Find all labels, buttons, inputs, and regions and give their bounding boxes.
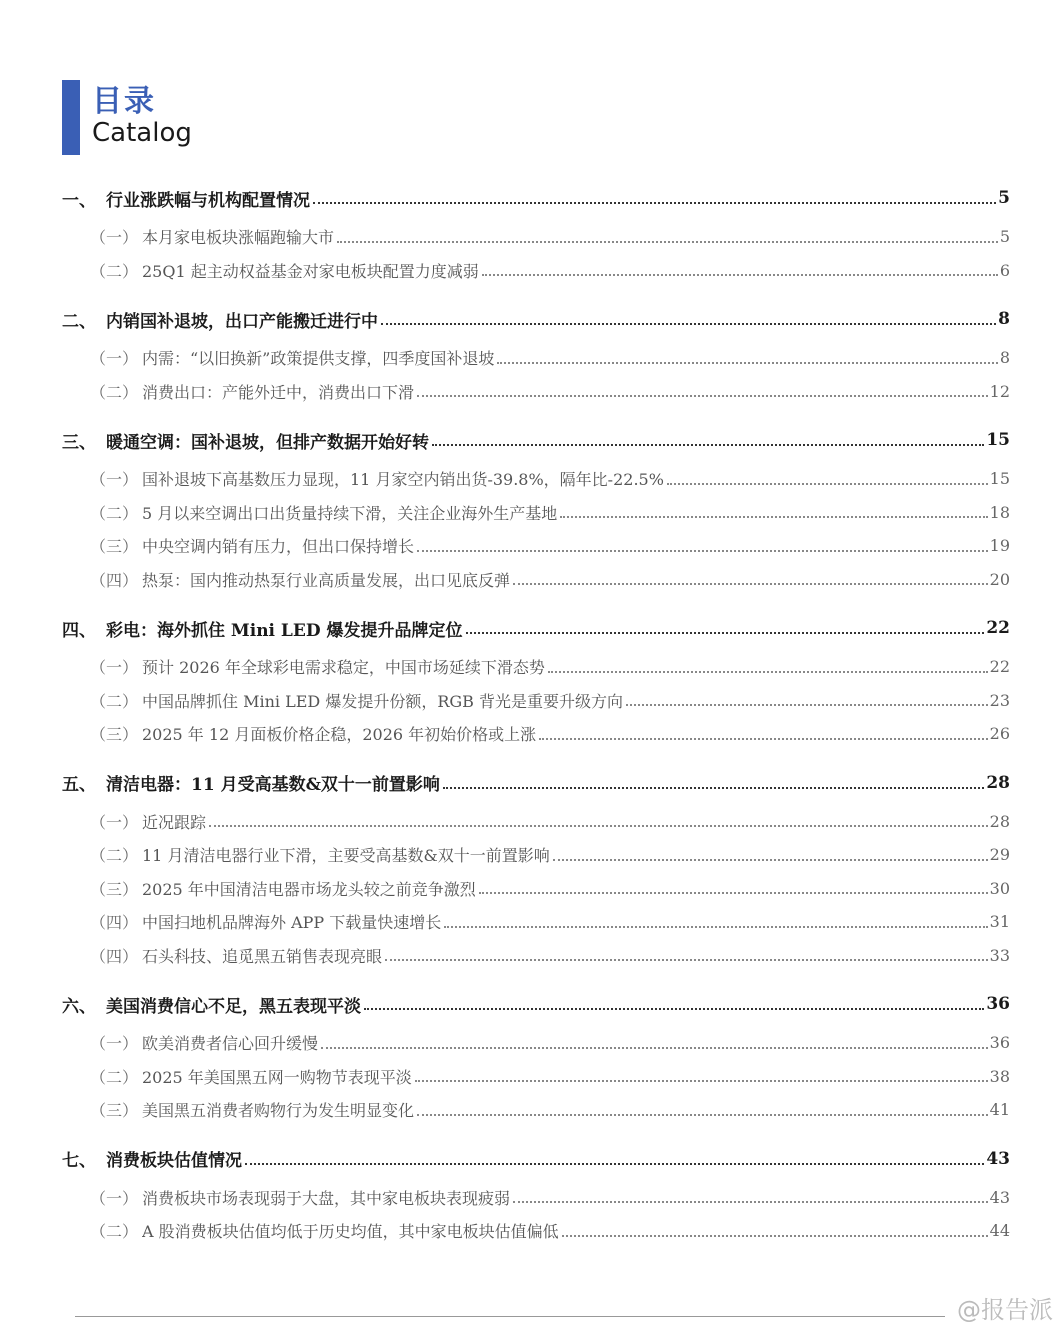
- toc-dot-leader: [667, 483, 988, 485]
- toc-dot-leader: [443, 787, 984, 789]
- toc-dot-leader: [513, 1201, 988, 1203]
- toc-entry-title: A 股消费板块估值均低于历史均值，其中家电板块估值偏低: [142, 1222, 559, 1242]
- table-of-contents: [62, 176, 1010, 1248]
- toc-entry-number: （三）: [90, 1101, 139, 1121]
- section-gap: [62, 287, 1010, 297]
- toc-entry-title: 石头科技、追觅黑五销售表现亮眼: [142, 946, 383, 966]
- toc-subsection-entry[interactable]: [62, 1026, 1010, 1060]
- toc-dot-leader: [417, 395, 988, 397]
- toc-entry-number: 四、: [62, 620, 96, 641]
- toc-entry-title: 近况跟踪: [142, 812, 207, 832]
- toc-entry-number: （三）: [90, 879, 139, 899]
- toc-dot-leader: [313, 202, 996, 204]
- toc-entry-number: 五、: [62, 775, 96, 795]
- toc-section-entry[interactable]: [62, 982, 1010, 1026]
- toc-section-entry[interactable]: [62, 418, 1010, 462]
- toc-entry-number: （二）: [90, 846, 139, 866]
- toc-entry-page: 8: [998, 309, 1010, 329]
- toc-entry-title: 消费板块估值情况: [106, 1151, 242, 1171]
- toc-entry-title: 国补退坡下高基数压力显现，11 月家空内销出货-39.8%，隔年比-22.5%: [142, 470, 664, 490]
- toc-entry-page: 12: [989, 381, 1010, 401]
- toc-entry-page: 33: [989, 945, 1010, 965]
- catalog-title-en: Catalog: [92, 118, 192, 148]
- toc-entry-title: 本月家电板块涨幅跑输大市: [142, 228, 335, 248]
- toc-entry-page: 22: [986, 618, 1010, 638]
- toc-dot-leader: [337, 241, 998, 243]
- toc-entry-title: 热泵：国内推动热泵行业高质量发展，出口见底反弹: [142, 570, 511, 590]
- toc-entry-title: 中国品牌抓住 Mini LED 爆发提升份额，RGB 背光是重要升级方向: [142, 691, 623, 711]
- toc-entry-title: 11 月清洁电器行业下滑，主要受高基数&双十一前置影响: [142, 846, 550, 866]
- toc-entry-number: 二、: [62, 311, 96, 332]
- toc-entry-number: （二）: [90, 1067, 139, 1087]
- toc-dot-leader: [497, 362, 997, 364]
- toc-subsection-entry[interactable]: [62, 341, 1010, 375]
- toc-dot-leader: [415, 1080, 988, 1082]
- toc-entry-number: 六、: [62, 996, 96, 1017]
- toc-entry-title: 美国消费信心不足，黑五表现平淡: [106, 996, 361, 1017]
- toc-entry-page: 43: [986, 1148, 1010, 1169]
- toc-entry-number: （二）: [90, 261, 139, 281]
- toc-subsection-entry[interactable]: [62, 1093, 1010, 1127]
- toc-entry-page: 38: [989, 1066, 1010, 1086]
- toc-subsection-entry[interactable]: [62, 805, 1010, 839]
- toc-entry-number: （四）: [90, 570, 139, 590]
- toc-subsection-entry[interactable]: [62, 254, 1010, 288]
- toc-section-entry[interactable]: [62, 1137, 1010, 1181]
- accent-bar: [62, 80, 80, 155]
- toc-entry-number: （二）: [90, 691, 139, 711]
- toc-subsection-entry[interactable]: [62, 462, 1010, 496]
- toc-entry-page: 22: [989, 657, 1010, 677]
- toc-dot-leader: [562, 1235, 988, 1237]
- toc-entry-number: （一）: [90, 658, 139, 678]
- toc-entry-page: 8: [999, 348, 1010, 368]
- toc-subsection-entry[interactable]: [62, 1214, 1010, 1248]
- toc-entry-number: （四）: [90, 946, 139, 966]
- toc-entry-page: 15: [989, 469, 1010, 489]
- toc-dot-leader: [626, 704, 988, 706]
- toc-entry-number: （一）: [90, 812, 139, 832]
- toc-entry-page: 28: [989, 811, 1010, 831]
- toc-dot-leader: [364, 1008, 984, 1010]
- toc-entry-page: 15: [986, 430, 1010, 450]
- toc-dot-leader: [548, 671, 988, 673]
- toc-entry-page: 36: [989, 1033, 1010, 1053]
- toc-dot-leader: [466, 632, 985, 634]
- toc-section-entry[interactable]: [62, 606, 1010, 650]
- toc-dot-leader: [513, 583, 988, 585]
- toc-entry-title: 中央空调内销有压力，但出口保持增长: [142, 537, 415, 557]
- toc-entry-number: （一）: [90, 1188, 139, 1208]
- toc-dot-leader: [444, 926, 987, 928]
- toc-entry-page: 36: [986, 994, 1010, 1014]
- toc-subsection-entry[interactable]: [62, 717, 1010, 751]
- toc-entry-page: 43: [989, 1187, 1010, 1207]
- toc-entry-number: （二）: [90, 382, 139, 402]
- toc-subsection-entry[interactable]: [62, 872, 1010, 906]
- catalog-title-cn: 目录: [92, 84, 156, 119]
- toc-entry-page: 20: [989, 569, 1010, 589]
- toc-entry-number: （一）: [90, 349, 139, 369]
- toc-entry-title: 清洁电器：11 月受高基数&双十一前置影响: [106, 775, 440, 795]
- toc-section-entry[interactable]: [62, 176, 1010, 220]
- toc-subsection-entry[interactable]: [62, 375, 1010, 409]
- toc-dot-leader: [245, 1163, 984, 1165]
- toc-subsection-entry[interactable]: [62, 684, 1010, 718]
- toc-entry-page: 31: [989, 912, 1010, 932]
- toc-entry-number: （一）: [90, 470, 139, 490]
- toc-subsection-entry[interactable]: [62, 220, 1010, 254]
- toc-entry-title: 行业涨跌幅与机构配置情况: [106, 190, 310, 211]
- toc-entry-title: 内销国补退坡，出口产能搬迁进行中: [106, 311, 378, 332]
- toc-entry-number: 三、: [62, 432, 96, 453]
- toc-entry-number: （三）: [90, 725, 139, 745]
- toc-entry-number: 七、: [62, 1151, 96, 1171]
- toc-entry-number: 一、: [62, 190, 96, 211]
- toc-entry-page: 28: [986, 772, 1010, 793]
- toc-dot-leader: [482, 274, 998, 276]
- toc-subsection-entry[interactable]: [62, 563, 1010, 597]
- toc-entry-number: （一）: [90, 1034, 139, 1054]
- toc-dot-leader: [539, 738, 987, 740]
- toc-subsection-entry[interactable]: [62, 1181, 1010, 1215]
- toc-entry-number: （二）: [90, 1222, 139, 1242]
- toc-entry-title: 预计 2026 年全球彩电需求稳定，中国市场延续下滑态势: [142, 658, 545, 678]
- section-gap: [62, 1127, 1010, 1137]
- toc-entry-page: 6: [999, 260, 1010, 280]
- toc-entry-title: 暖通空调：国补退坡，但排产数据开始好转: [106, 432, 429, 453]
- toc-dot-leader: [381, 323, 996, 325]
- toc-subsection-entry[interactable]: [62, 650, 1010, 684]
- section-gap: [62, 751, 1010, 761]
- toc-entry-page: 19: [989, 536, 1010, 556]
- toc-section-entry[interactable]: [62, 761, 1010, 805]
- toc-entry-page: 5: [999, 227, 1010, 247]
- toc-dot-leader: [417, 1114, 988, 1116]
- section-gap: [62, 972, 1010, 982]
- toc-dot-leader: [385, 959, 988, 961]
- section-gap: [62, 408, 1010, 418]
- toc-subsection-entry[interactable]: [62, 939, 1010, 973]
- toc-dot-leader: [560, 516, 987, 518]
- toc-dot-leader: [553, 859, 988, 861]
- toc-entry-title: 消费板块市场表现弱于大盘，其中家电板块表现疲弱: [142, 1188, 511, 1208]
- toc-dot-leader: [417, 550, 988, 552]
- toc-entry-page: 23: [989, 690, 1010, 710]
- toc-entry-title: 内需：“以旧换新”政策提供支撑，四季度国补退坡: [142, 349, 495, 369]
- toc-entry-page: 44: [989, 1221, 1010, 1241]
- toc-entry-number: （二）: [90, 503, 139, 523]
- toc-entry-title: 消费出口：产能外迁中，消费出口下滑: [142, 382, 415, 402]
- toc-entry-number: （四）: [90, 913, 139, 933]
- toc-subsection-entry[interactable]: [62, 838, 1010, 872]
- watermark: @报告派: [957, 1296, 1053, 1324]
- toc-dot-leader: [479, 892, 988, 894]
- toc-dot-leader: [321, 1047, 988, 1049]
- footer-divider: [75, 1316, 945, 1317]
- toc-entry-title: 彩电：海外抓住 Mini LED 爆发提升品牌定位: [106, 620, 463, 641]
- toc-entry-title: 中国扫地机品牌海外 APP 下载量快速增长: [142, 913, 442, 933]
- toc-entry-number: （一）: [90, 228, 139, 248]
- toc-subsection-entry[interactable]: [62, 1060, 1010, 1094]
- toc-entry-page: 29: [989, 845, 1010, 865]
- toc-entry-page: 18: [989, 502, 1010, 522]
- toc-section-entry[interactable]: [62, 297, 1010, 341]
- toc-dot-leader: [432, 444, 984, 446]
- toc-subsection-entry[interactable]: [62, 496, 1010, 530]
- section-gap: [62, 596, 1010, 606]
- toc-entry-title: 5 月以来空调出口出货量持续下滑，关注企业海外生产基地: [142, 503, 558, 523]
- toc-entry-page: 41: [989, 1100, 1010, 1120]
- toc-entry-title: 欧美消费者信心回升缓慢: [142, 1034, 319, 1054]
- toc-entry-page: 30: [989, 878, 1010, 898]
- toc-subsection-entry[interactable]: [62, 529, 1010, 563]
- toc-entry-page: 5: [998, 188, 1010, 208]
- toc-entry-page: 26: [989, 724, 1010, 744]
- toc-entry-title: 25Q1 起主动权益基金对家电板块配置力度减弱: [142, 261, 479, 281]
- toc-entry-title: 美国黑五消费者购物行为发生明显变化: [142, 1101, 415, 1121]
- toc-dot-leader: [209, 825, 988, 827]
- toc-subsection-entry[interactable]: [62, 905, 1010, 939]
- toc-entry-title: 2025 年中国清洁电器市场龙头较之前竞争激烈: [142, 879, 476, 899]
- toc-entry-title: 2025 年 12 月面板价格企稳，2026 年初始价格或上涨: [142, 725, 537, 745]
- toc-entry-number: （三）: [90, 537, 139, 557]
- toc-entry-title: 2025 年美国黑五网一购物节表现平淡: [142, 1067, 412, 1087]
